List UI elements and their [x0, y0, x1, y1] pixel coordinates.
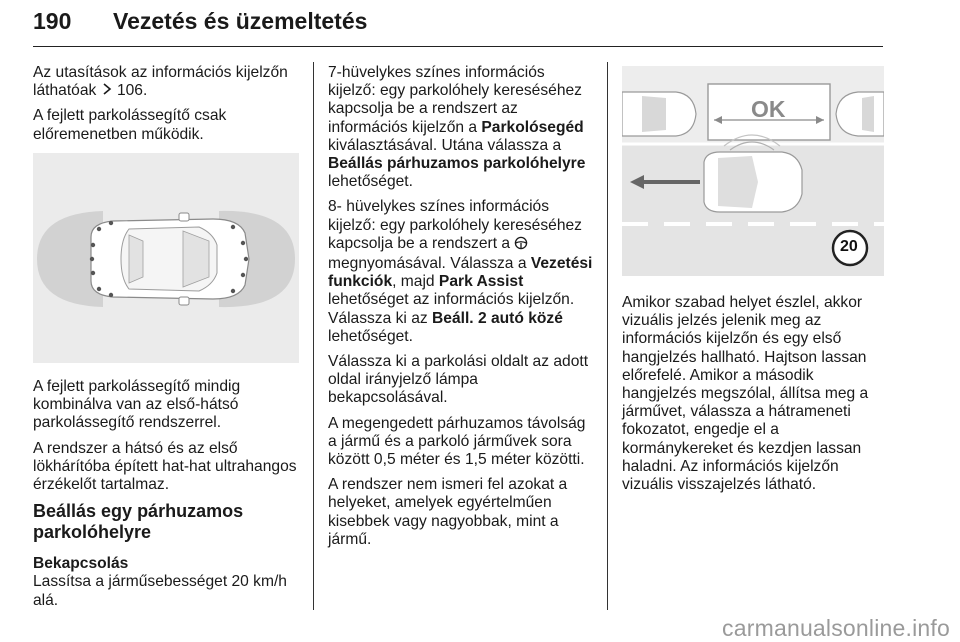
text: 8- hüvelykes színes információs kijelző: egy parkolóhely kereséséhez kapcsolja be a rendszert a	[328, 198, 582, 252]
paragraph: A megengedett párhuzamos távolság a jármű és a parkoló járművek sora között 0,5 méter és 1,5 méter közötti.	[328, 414, 586, 469]
steering-wheel-icon	[514, 236, 528, 255]
paragraph: Válassza ki a parkolási oldalt az adott oldal irányjelző lámpa bekapcsolásával.	[328, 353, 589, 407]
menu-term: Beáll. 2 autó közé	[432, 309, 563, 327]
text: , majd	[392, 273, 439, 291]
paragraph: Lassítsa a járműsebességet 20 km/h alá.	[33, 573, 287, 609]
text: 7-hüvelykes színes információs kijelző: egy parkolóhely kereséséhez kapcsolja be a rendszert az információs kijelzőn a	[328, 64, 582, 136]
paragraph: A fejlett parkolássegítő csak előremenetben működik.	[33, 107, 227, 143]
page-title: Vezetés és üzemeltetés	[113, 8, 368, 34]
paragraph	[328, 64, 596, 191]
column-3	[622, 294, 886, 501]
menu-term: Parkolósegéd	[481, 118, 584, 136]
text: lehetőséget.	[328, 327, 413, 345]
paragraph: A rendszer a hátsó és az első lökhárítóba épített hat-hat ultrahangos érzékelőt tartalmaz.	[33, 439, 297, 494]
column-divider	[313, 62, 314, 610]
page-reference-arrow-icon	[101, 82, 113, 100]
text: Az utasítások az információs kijelzőn láthatóak	[33, 64, 288, 100]
speed-limit-sign-label: 20	[840, 238, 858, 255]
text: 106.	[112, 82, 148, 100]
menu-term: Park Assist	[438, 273, 524, 291]
page-number: 190	[33, 8, 72, 34]
text: lehetőséget az információs kijelzőn. Válassza ki az	[328, 291, 575, 327]
sensor-coverage-figure	[33, 153, 299, 363]
watermark: carmanualsonline.info	[722, 615, 950, 641]
menu-term: Beállás párhuzamos parkolóhelyre	[328, 155, 586, 173]
text: lehetőséget.	[328, 173, 413, 191]
text: kiválasztásával. Utána válassza a	[328, 136, 562, 154]
column-1	[33, 64, 301, 151]
parking-space-ok-label: OK	[751, 96, 786, 122]
paragraph: A fejlett parkolássegítő mindig kombinálva van az első-hátsó parkolássegítő rendszerrel.	[33, 378, 241, 432]
paragraph: A rendszer nem ismeri fel azokat a helyeket, amelyek egyértelműen kisebbek vagy nagyobbak, mint a jármű.	[328, 476, 568, 548]
text: megnyomásával. Válassza a	[328, 255, 531, 273]
column-2	[328, 64, 596, 556]
section-heading: Beállás egy párhuzamos parkolóhelyre	[33, 501, 244, 543]
paragraph	[328, 198, 596, 346]
paragraph: Amikor szabad helyet észlel, akkor vizuális jelzés jelenik meg az információs kijelzőn és egy első hangjelzés hallható. Hajtson lassan előrefelé. Amikor a második hangjelzés megszólal, állítsa meg a járművet, válassza a hátrameneti fokozatot, engedje el a kormánykereket és kezdjen lassan haladni. Az információs kijelzőn vizuális visszajelzés látható.	[622, 294, 869, 494]
menu-term: Vezetési funkciók	[328, 255, 593, 291]
parallel-parking-figure	[622, 66, 884, 276]
page-header	[33, 6, 883, 47]
column-divider	[607, 62, 608, 610]
paragraph	[33, 64, 301, 100]
subheading: Bekapcsolás	[33, 555, 129, 573]
column-1-continued	[33, 378, 301, 617]
